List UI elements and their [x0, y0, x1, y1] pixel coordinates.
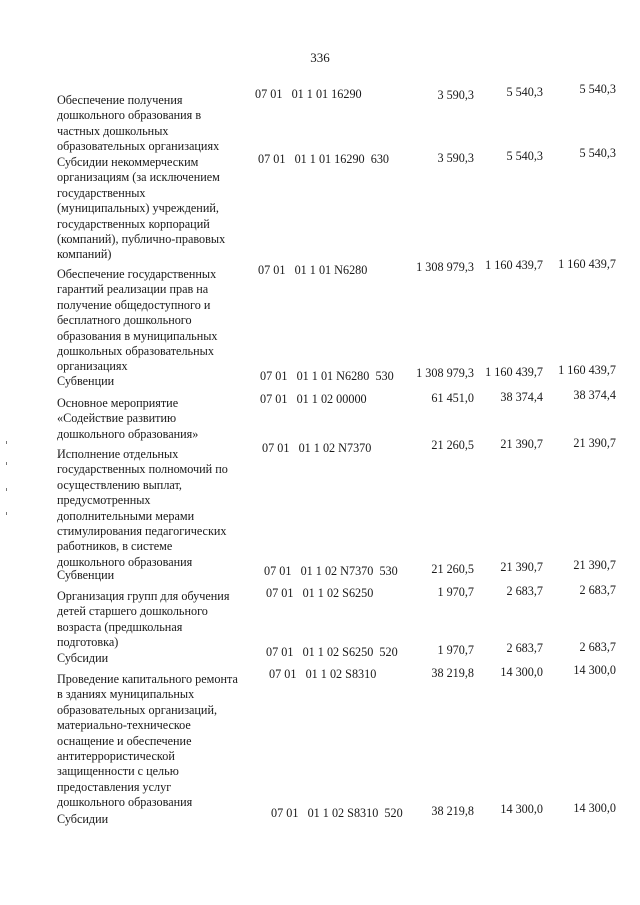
row-name: Субсидии: [57, 812, 109, 826]
row-value-3: 21 390,7: [573, 436, 616, 450]
row-value-3: 21 390,7: [573, 558, 616, 572]
row-value-1: 38 219,8: [431, 666, 474, 680]
scan-mark: [6, 462, 7, 465]
row-value-3: 1 160 439,7: [558, 363, 616, 377]
row-value-2: 2 683,7: [506, 584, 543, 598]
row-value-1: 61 451,0: [431, 391, 474, 405]
row-value-1: 1 308 979,3: [416, 366, 474, 380]
row-value-2: 38 374,4: [500, 390, 543, 404]
scan-mark: [6, 512, 7, 515]
row-code: 07 01 01 1 01 N6280: [258, 263, 368, 277]
row-value-1: 3 590,3: [437, 88, 474, 102]
row-code: 07 01 01 1 02 N7370 530: [264, 564, 398, 578]
row-name: Субвенции: [57, 568, 115, 582]
row-value-3: 14 300,0: [573, 663, 616, 677]
row-value-1: 21 260,5: [431, 562, 474, 576]
row-value-3: 5 540,3: [579, 82, 616, 96]
row-code: 07 01 01 1 01 16290: [255, 87, 362, 101]
row-value-2: 21 390,7: [500, 437, 543, 451]
row-code: 07 01 01 1 02 S8310: [269, 667, 377, 681]
row-value-1: 1 970,7: [437, 585, 474, 599]
row-name: Организация групп для обучения детей старшего дошкольного возраста (предшкольная подготовка): [57, 589, 230, 650]
row-value-2: 14 300,0: [500, 665, 543, 679]
row-name: Проведение капитального ремонта в зданиях муниципальных образовательных организаций, материально-техническое оснащение и обеспечение антитеррористической защищенности с целью предоставления услуг дошкольного образования: [57, 672, 238, 810]
row-name: Субсидии: [57, 651, 109, 665]
row-code: 07 01 01 1 02 S8310 520: [271, 806, 403, 820]
row-code: 07 01 01 1 02 S6250: [266, 586, 374, 600]
row-code: 07 01 01 1 01 16290 630: [258, 152, 390, 166]
row-name: Субвенции: [57, 374, 115, 388]
row-code: 07 01 01 1 01 N6280 530: [260, 369, 394, 383]
row-value-3: 2 683,7: [579, 640, 616, 654]
row-value-1: 1 970,7: [437, 643, 474, 657]
row-name: Обеспечение получения дошкольного образования в частных дошкольных образовательных организациях: [57, 93, 220, 154]
row-value-1: 38 219,8: [431, 804, 474, 818]
page-number: 336: [310, 50, 330, 65]
scan-mark: [6, 441, 7, 444]
row-value-1: 3 590,3: [437, 151, 474, 165]
row-name: Субсидии некоммерческим организациям (за исключением государственных (муниципальных) учреждений, государственных корпораций (компаний), публично-правовых компаний): [57, 155, 226, 262]
row-value-1: 1 308 979,3: [416, 260, 474, 274]
row-value-2: 1 160 439,7: [485, 258, 543, 272]
row-value-2: 5 540,3: [506, 85, 543, 99]
row-name: Обеспечение государственных гарантий реализации прав на получение общедоступного и бесплатного дошкольного образования в муниципальных дошкольных образовательных организациях: [57, 267, 218, 374]
row-value-3: 1 160 439,7: [558, 257, 616, 271]
row-name: Основное мероприятие «Содействие развитию дошкольного образования»: [57, 396, 199, 441]
row-value-3: 38 374,4: [573, 388, 616, 402]
row-value-2: 2 683,7: [506, 641, 543, 655]
row-name: Исполнение отдельных государственных полномочий по осуществлению выплат, предусмотренных дополнительными мерами стимулирования педагогических работников, в системе дошкольного образования: [57, 447, 228, 569]
row-value-2: 21 390,7: [500, 560, 543, 574]
row-value-3: 5 540,3: [579, 146, 616, 160]
row-code: 07 01 01 1 02 00000: [260, 392, 367, 406]
row-value-2: 14 300,0: [500, 802, 543, 816]
row-code: 07 01 01 1 02 S6250 520: [266, 645, 398, 659]
row-value-3: 14 300,0: [573, 801, 616, 815]
scan-mark: [6, 488, 7, 491]
row-code: 07 01 01 1 02 N7370: [262, 441, 372, 455]
row-value-1: 21 260,5: [431, 438, 474, 452]
row-value-2: 5 540,3: [506, 149, 543, 163]
row-value-3: 2 683,7: [579, 583, 616, 597]
row-value-2: 1 160 439,7: [485, 365, 543, 379]
